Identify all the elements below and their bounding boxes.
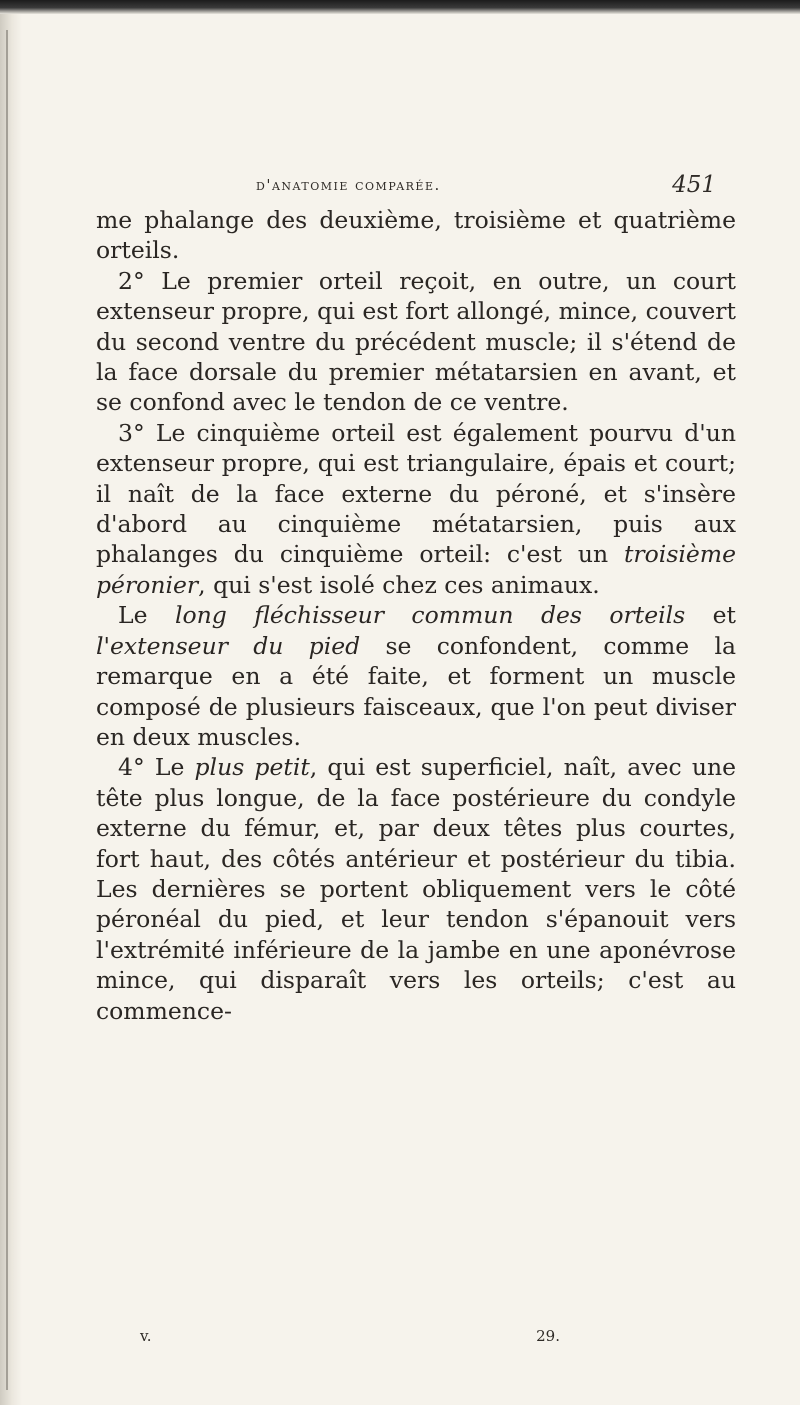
running-title: d'anatomie comparée. bbox=[256, 176, 441, 194]
paragraph-3-emphasis: troisième péronier bbox=[96, 540, 736, 599]
page-number: 451 bbox=[672, 172, 716, 198]
signature-mark: v. bbox=[140, 1327, 152, 1345]
paragraph-4-text-c: se confondent, comme la remarque en a été faite, et forment un muscle composé de plusieurs faisceaux, que l'on peut diviser en deux muscles. bbox=[96, 631, 736, 751]
paragraph-4-text-a: Le bbox=[118, 601, 175, 630]
page-header bbox=[256, 172, 716, 202]
page-footer bbox=[140, 1327, 560, 1351]
paragraph-5-text-b: , qui est superficiel, naît, avec une tête plus longue, de la face postérieure du condyle externe du fémur, et, par deux têtes plus courtes, fort haut, des côtés antérieur et postérieur du tibia. Les dernières se portent obliquement vers le côté péronéal du pied, et leur tendon s'épanouit vers l'extrémité inférieure de la jambe en une aponévrose mince, qui disparaît vers les orteils; c'est au commence- bbox=[96, 753, 736, 1025]
paragraph-1-text: me phalange des deuxième, troisième et quatrième orteils. bbox=[96, 206, 736, 265]
paragraph-4-emphasis-2: l'extenseur du pied bbox=[96, 631, 361, 660]
body-text bbox=[96, 205, 736, 1026]
scan-top-edge bbox=[0, 0, 800, 14]
paragraph-3 bbox=[96, 418, 736, 600]
scan-gutter-line bbox=[6, 30, 8, 1390]
sheet-number: 29. bbox=[536, 1327, 560, 1345]
paragraph-5-text-a: 4° Le bbox=[118, 753, 195, 782]
scan-gutter-shadow bbox=[0, 14, 22, 1405]
paragraph-5 bbox=[96, 752, 736, 1026]
paragraph-2-text: 2° Le premier orteil reçoit, en outre, un court extenseur propre, qui est fort allongé, mince, couvert du second ventre du précédent muscle; il s'étend de la face dorsale du premier métatarsien en avant, et se confond avec le tendon de ce ventre. bbox=[96, 266, 736, 417]
paragraph-3-text-b: , qui s'est isolé chez ces animaux. bbox=[198, 570, 600, 599]
paragraph-4-text-b: et bbox=[685, 601, 737, 630]
paragraph-2 bbox=[96, 266, 736, 418]
paragraph-1 bbox=[96, 205, 736, 266]
paragraph-4 bbox=[96, 600, 736, 752]
paragraph-3-text-a: 3° Le cinquième orteil est également pourvu d'un extenseur propre, qui est triangulaire, épais et court; il naît de la face externe du péroné, et s'insère d'abord au cinquième métatarsien, puis aux phalanges du cinquième orteil: c'est un bbox=[96, 418, 736, 569]
paragraph-5-emphasis: plus petit bbox=[194, 753, 310, 782]
paragraph-4-emphasis-1: long fléchisseur commun des orteils bbox=[174, 601, 686, 630]
